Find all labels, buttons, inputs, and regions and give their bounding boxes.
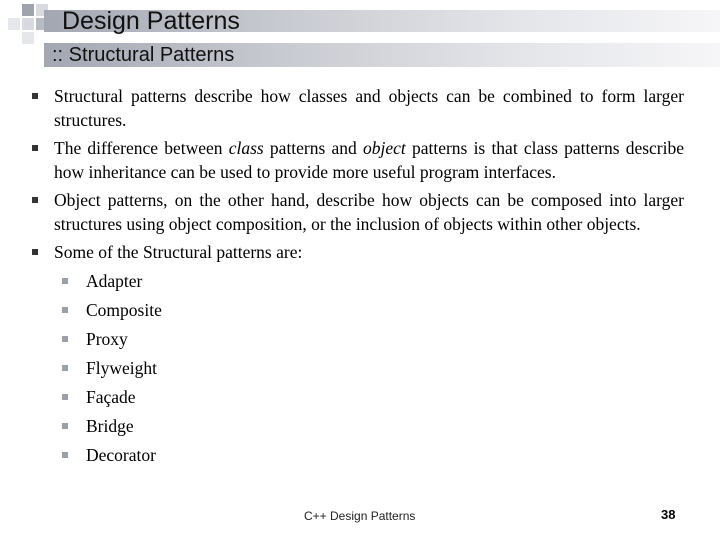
pattern-item [86, 298, 720, 322]
slide-title: Design Patterns [62, 7, 240, 35]
pattern-item [86, 443, 720, 467]
pattern-name: Façade [86, 387, 136, 407]
decor-square [22, 32, 34, 44]
bullet-marker [32, 145, 38, 151]
slide-subtitle: :: Structural Patterns [52, 44, 235, 66]
pattern-name: Composite [86, 300, 162, 320]
footer-text: C++ Design Patterns [304, 509, 416, 523]
pattern-item [86, 269, 720, 293]
decor-square [22, 18, 34, 30]
sub-bullet-marker [62, 365, 68, 371]
bullet-item [54, 240, 684, 264]
bullet-marker [32, 249, 38, 255]
emphasis-object: object [363, 138, 406, 158]
slide-content [0, 84, 720, 467]
pattern-item [86, 327, 720, 351]
bullet-item [54, 84, 684, 132]
pattern-name: Decorator [86, 445, 156, 465]
pattern-item [86, 356, 720, 380]
sub-bullet-marker [62, 452, 68, 458]
bullet-text: Structural patterns describe how classes and objects can be combined to form larger structures. [54, 86, 684, 130]
bullet-marker [32, 197, 38, 203]
pattern-item [86, 385, 720, 409]
decor-square [8, 18, 20, 30]
sub-bullet-marker [62, 336, 68, 342]
decor-square [22, 4, 34, 16]
emphasis-class: class [228, 138, 264, 158]
sub-bullet-marker [62, 394, 68, 400]
pattern-name: Adapter [86, 271, 143, 291]
pattern-item [86, 414, 720, 438]
bullet-text: Object patterns, on the other hand, describe how objects can be composed into larger structures using object composition, or the inclusion of objects within other objects. [54, 190, 684, 234]
pattern-name: Flyweight [86, 358, 157, 378]
pattern-name: Proxy [86, 329, 128, 349]
pattern-name: Bridge [86, 416, 134, 436]
page-number: 38 [661, 507, 676, 522]
sub-bullet-marker [62, 278, 68, 284]
sub-bullet-marker [62, 307, 68, 313]
bullet-item [54, 136, 684, 184]
sub-bullet-marker [62, 423, 68, 429]
bullet-marker [32, 93, 38, 99]
bullet-item [54, 188, 684, 236]
bullet-text: The difference between class patterns and object patterns is that class patterns describe how inheritance can be used to provide more useful program interfaces. [54, 138, 685, 182]
bullet-text: Some of the Structural patterns are: [54, 242, 303, 262]
